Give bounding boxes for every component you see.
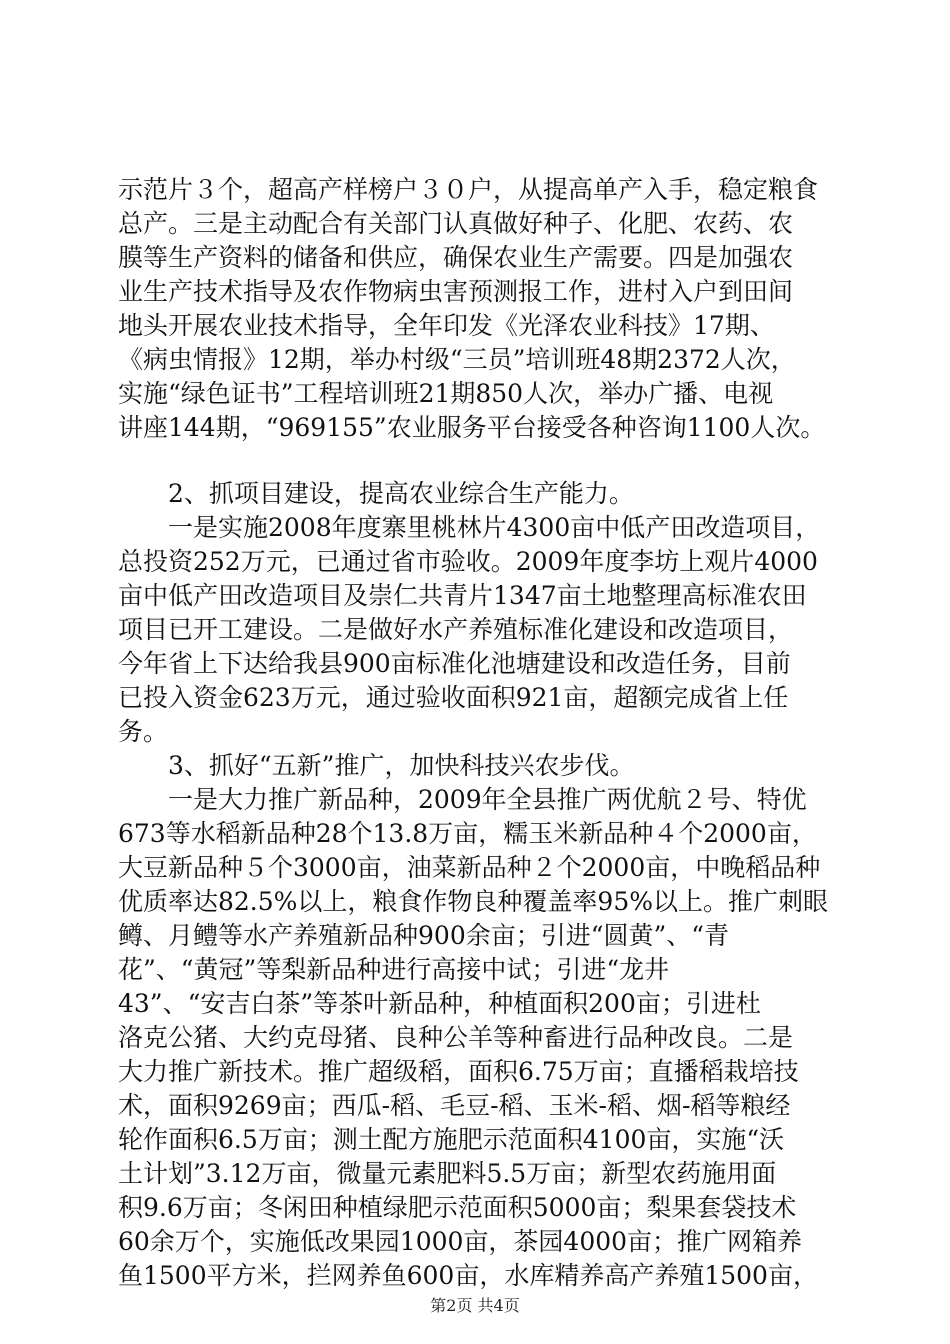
text-line: 已投入资金623万元，通过验收面积921亩，超额完成省上任	[118, 683, 789, 712]
text-line: 项目已开工建设。二是做好水产养殖标准化建设和改造项目，	[118, 615, 794, 644]
text-line: 地头开展农业技术指导，全年印发《光泽农业科技》17期、	[118, 311, 775, 340]
text-line: 一是大力推广新品种，2009年全县推广两优航２号、特优	[168, 785, 807, 814]
text-line: 总投资252万元，已通过省市验收。2009年度李坊上观片4000	[118, 547, 818, 576]
text-line: 业生产技术指导及农作物病虫害预测报工作，进村入户到田间	[118, 277, 794, 306]
text-line: 亩中低产田改造项目及崇仁共青片1347亩土地整理高标准农田	[118, 581, 807, 610]
page-footer: 第2页 共4页	[430, 1296, 520, 1315]
text-line: 实施“绿色证书”工程培训班21期850人次，举办广播、电视	[118, 379, 774, 408]
text-line: 今年省上下达给我县900亩标准化池塘建设和改造任务，目前	[118, 649, 791, 678]
text-line: 673等水稻新品种28个13.8万亩，糯玉米新品种４个2000亩，	[118, 819, 817, 848]
section-heading: 3、抓好“五新”推广，加快科技兴农步伐。	[168, 751, 635, 780]
text-line: 大力推广新技术。推广超级稻，面积6.75万亩；直播稻栽培技	[118, 1057, 799, 1086]
text-line: 轮作面积6.5万亩；测土配方施肥示范面积4100亩，实施“沃	[118, 1125, 785, 1154]
text-line: 60余万个，实施低改果园1000亩，茶园4000亩；推广网箱养	[118, 1227, 803, 1256]
text-line: 《病虫情报》12期，举办村级“三员”培训班48期2372人次，	[118, 345, 796, 374]
text-line: 鳟、月鳢等水产养殖新品种900余亩；引进“圆黄”、“青	[118, 921, 730, 950]
text-line: 花”、“黄冠”等梨新品种进行高接中试；引进“龙井	[118, 955, 670, 984]
text-line: 优质率达82.5%以上，粮食作物良种覆盖率95%以上。推广刺眼	[118, 887, 828, 916]
text-line: 一是实施2008年度寨里桃林片4300亩中低产田改造项目，	[168, 513, 821, 542]
text-line: 鱼1500平方米，拦网养鱼600亩，水库精养高产养殖1500亩，	[118, 1261, 818, 1290]
text-line: 务。	[118, 717, 169, 746]
text-line: 总产。三是主动配合有关部门认真做好种子、化肥、农药、农	[118, 209, 794, 238]
text-line: 积9.6万亩；冬闲田种植绿肥示范面积5000亩；梨果套袋技术	[118, 1193, 797, 1222]
text-line: 示范片３个，超高产样榜户３０户，从提高单产入手，稳定粮食	[118, 175, 819, 204]
text-line: 土计划”3.12万亩，微量元素肥料5.5万亩；新型农药施用面	[118, 1159, 777, 1188]
section-heading: 2、抓项目建设，提高农业综合生产能力。	[168, 479, 634, 508]
text-line: 膜等生产资料的储备和供应，确保农业生产需要。四是加强农	[118, 243, 794, 272]
text-line: 术，面积9269亩；西瓜-稻、毛豆-稻、玉米-稻、烟-稻等粮经	[118, 1091, 791, 1120]
text-line: 讲座144期，“969155”农业服务平台接受各种咨询1100人次。	[118, 413, 826, 442]
text-line: 洛克公猪、大约克母猪、良种公羊等种畜进行品种改良。二是	[118, 1023, 794, 1052]
text-line: 43”、“安吉白茶”等茶叶新品种，种植面积200亩；引进杜	[118, 989, 761, 1018]
text-line: 大豆新品种５个3000亩，油菜新品种２个2000亩，中晚稻品种	[118, 853, 821, 882]
